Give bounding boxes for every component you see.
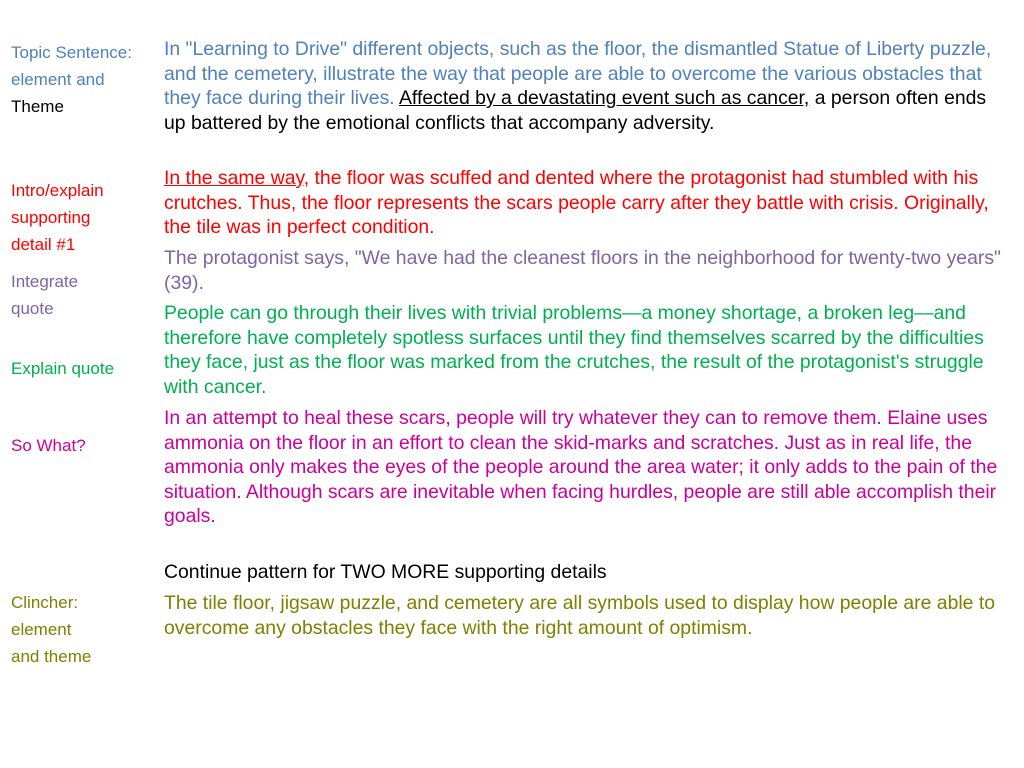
paragraph-intro-detail xyxy=(164,166,1004,240)
quote-text: The protagonist says, "We have had the cleanest floors in the neighborhood for twenty-two years" (39). xyxy=(164,247,1001,294)
label-intro-explain xyxy=(11,177,104,258)
label-clincher xyxy=(11,589,91,670)
theme-rest-text: a person often ends up battered by the emotional conflicts that accompany adversity. xyxy=(164,87,987,134)
topic-sentence-text: In "Learning to Drive" different objects, such as the floor, the dismantled Statue of Liberty puzzle, and the cemetery, illustrate the way that people are able to overcome the various obstacles that they face during their lives. xyxy=(164,38,992,110)
label-explain-quote xyxy=(11,355,114,382)
paragraph-topic-sentence xyxy=(164,37,1004,135)
clincher-text: The tile floor, jigsaw puzzle, and cemetery are all symbols used to display how people are able to overcome any obstacles they face with the right amount of optimism. xyxy=(164,592,996,639)
label-topic-sentence xyxy=(11,39,132,120)
paragraph-explain-quote xyxy=(164,301,1004,399)
explain-quote-text: People can go through their lives with trivial problems—a money shortage, a broken leg—and therefore have completely spotless surfaces until they find themselves scarred by the difficulties they face, just as the floor was marked from the crutches, the result of the protagonist's struggle with cancer. xyxy=(164,302,984,398)
label-so-what xyxy=(11,432,86,459)
paragraph-continue-pattern xyxy=(164,560,1004,585)
label-topic-line2: element and xyxy=(11,70,105,89)
label-intro-line1: Intro/explain xyxy=(11,181,104,200)
label-explain-line1: Explain quote xyxy=(11,359,115,378)
label-clincher-line1: Clincher: xyxy=(11,593,79,612)
paragraph-integrate-quote xyxy=(164,246,1004,295)
label-topic-line3: Theme xyxy=(11,97,64,116)
label-intro-line2: supporting xyxy=(11,208,91,227)
label-intro-line3: detail #1 xyxy=(11,235,76,254)
continue-pattern-text: Continue pattern for TWO MORE supporting details xyxy=(164,561,607,583)
label-integrate-line1: Integrate xyxy=(11,272,79,291)
label-integrate-line2: quote xyxy=(11,299,54,318)
theme-underlined-text: Affected by a devastating event such as cancer, xyxy=(398,87,810,110)
paragraph-so-what xyxy=(164,406,1004,529)
so-what-text: In an attempt to heal these scars, people will try whatever they can to remove them. Elaine uses ammonia on the floor in an effort to clean the skid-marks and scratches. Just as in real life, the ammonia only makes the eyes of the people around the area water; it only adds to the pain of the situation. Although scars are inevitable when facing hurdles, people are still able accomplish their goals. xyxy=(164,407,998,528)
label-integrate-quote xyxy=(11,268,78,322)
paragraph-clincher xyxy=(164,591,1004,640)
transition-underlined-text: In the same way, xyxy=(164,167,310,189)
label-topic-line1: Topic Sentence: xyxy=(11,43,132,62)
label-clincher-line2: element xyxy=(11,620,72,639)
intro-detail-text: the floor was scuffed and dented where the protagonist had stumbled with his crutches. Thus, the floor represents the scars people carry after they battle with crisis. Originally, the tile was in perfect condition. xyxy=(164,167,989,239)
label-clincher-line3: and theme xyxy=(11,647,92,666)
label-sowhat-line1: So What? xyxy=(11,436,86,455)
